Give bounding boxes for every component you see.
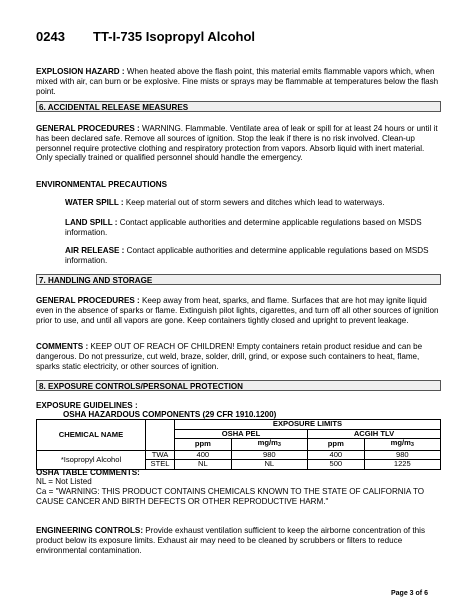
section-6-heading: 6. ACCIDENTAL RELEASE MEASURES [36,101,441,112]
document-title: TT-I-735 Isopropyl Alcohol [93,29,256,44]
osha-ppm-cell: 400 [175,450,232,460]
engineering-controls-text: Provide exhaust ventilation sufficient to keep the airborne concentration of this product below its exposure limits. Exhaust air may need to be cleaned by scrubbers or filters to reduce environmental contamination. [36,526,425,555]
land-spill-label: LAND SPILL : [65,218,118,227]
s6-general-text: WARNING. Flammable. Ventilate area of leak or spill for at least 24 hours or until it has been declared safe. Remove all sources of ignition. Stop the leak if there is no risk involved. Clean-up personnel require protective clothing and respiratory protection from vapors. Absorb liquid with inert material. Only specially trained or qualified personnel should handle the emergency. [36,124,438,163]
not-listed-note: NL = Not Listed [36,477,92,486]
osha-pel-header: OSHA PEL [175,429,308,439]
osha-table-comments-heading: OSHA TABLE COMMENTS: [36,468,140,477]
air-release-text: Contact applicable authorities and determine applicable regulations based on MSDS information. [65,246,429,265]
document-header [36,29,256,44]
acgih-mg-cell: 980 [364,450,440,460]
osha-mg-cell: NL [231,460,307,470]
s6-general-paragraph [36,124,441,163]
acgih-ppm-cell: 400 [307,450,364,460]
s7-comments-label: COMMENTS : [36,342,89,351]
chemical-name-header: CHEMICAL NAME [37,420,146,451]
acgih-mg-cell: 1225 [364,460,440,470]
exposure-guidelines-heading: EXPOSURE GUIDELINES : [36,401,138,410]
s6-general-label: GENERAL PROCEDURES : [36,124,140,133]
s7-general-text: Keep away from heat, sparks, and flame. Surfaces that are hot may ignite liquid even in the absence of sparks or flame. Extinguish pilot lights, cigarettes, and turn off all other sources of ignition prior to use, and until all vapors are gone. Keep containers tightly closed and upright to prevent leakage. [36,296,439,325]
s7-general-label: GENERAL PROCEDURES : [36,296,140,305]
acgih-ppm-cell: 500 [307,460,364,470]
s7-general-paragraph [36,296,441,325]
air-release-paragraph [65,246,443,266]
acgih-ppm-header: ppm [307,439,364,451]
table-row [37,450,441,460]
land-spill-text: Contact applicable authorities and determine applicable regulations based on MSDS information. [65,218,422,237]
osha-ppm-header: ppm [175,439,232,451]
page-number: Page 3 of 6 [391,590,428,597]
section-8-heading: 8. EXPOSURE CONTROLS/PERSONAL PROTECTION [36,380,441,391]
osha-exposure-table [36,419,441,470]
limit-type-cell: TWA [146,450,175,460]
osha-ppm-cell: NL [175,460,232,470]
section-7-heading: 7. HANDLING AND STORAGE [36,274,441,285]
osha-mg-cell: 980 [231,450,307,460]
exposure-limits-header: EXPOSURE LIMITS [175,420,441,430]
document-number: 0243 [36,29,65,44]
acgih-mg-header: $mg/m_3$ [364,439,440,451]
limit-type-cell: STEL [146,460,175,470]
chemical-name-cell: *Isopropyl Alcohol [37,450,146,469]
s7-comments-paragraph [36,342,441,371]
land-spill-paragraph [65,218,443,238]
engineering-controls-paragraph [36,526,441,555]
s7-comments-text: KEEP OUT OF REACH OF CHILDREN! Empty containers retain product residue and can be dangerous. Do not pressurize, cut weld, braze, solder, drill, grind, or expose such containers to heat, flame, sparks static electricity, or other sources of ignition. [36,342,423,371]
environmental-precautions-heading: ENVIRONMENTAL PRECAUTIONS [36,180,168,189]
california-warning-note: Ca = "WARNING: THIS PRODUCT CONTAINS CHEMICALS KNOWN TO THE STATE OF CALIFORNIA TO CAUSE CANCER AND BIRTH DEFECTS OR OTHER REPRODUCTIVE HARM." [36,487,425,506]
explosion-hazard-text: When heated above the flash point, this material emits flammable vapors which, when mixed with air, can burn or be explosive. Fine mists or sprays may be flammable at temperatures below the flash point. [36,67,439,96]
explosion-hazard-paragraph [36,67,441,96]
acgih-tlv-header: ACGIH TLV [307,429,440,439]
water-spill-label: WATER SPILL : [65,198,124,207]
air-release-label: AIR RELEASE : [65,246,125,255]
osha-components-title: OSHA HAZARDOUS COMPONENTS (29 CFR 1910.1200) [63,410,277,419]
water-spill-text: Keep material out of storm sewers and ditches which lead to waterways. [123,198,385,207]
engineering-controls-label: ENGINEERING CONTROLS: [36,526,144,535]
water-spill-paragraph [65,198,443,208]
explosion-hazard-label: EXPLOSION HAZARD : [36,67,125,76]
osha-mg-header: $mg/m_3$ [231,439,307,451]
